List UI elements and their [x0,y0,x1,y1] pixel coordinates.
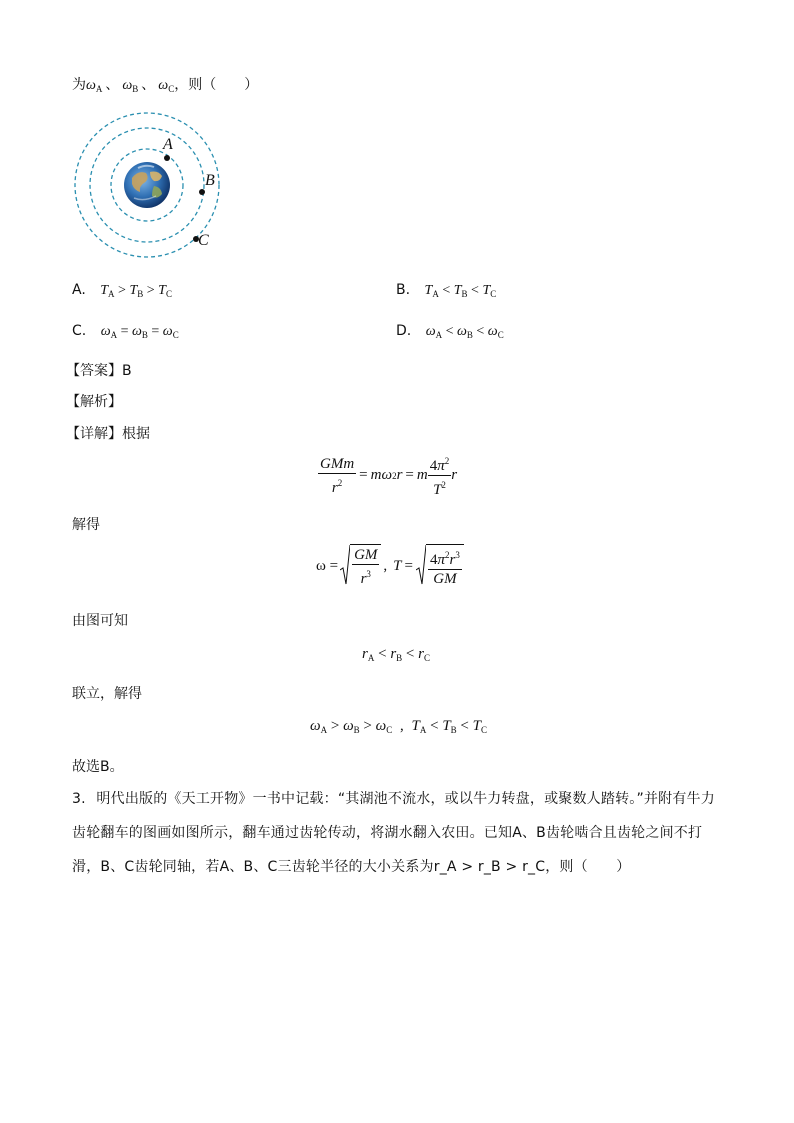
option-c-body: $\omega_A = \omega_B = \omega_C$ [100,324,179,340]
earth-icon [124,162,170,208]
option-c [72,323,179,340]
solve-label: 解得 [72,517,100,533]
label-a: A [163,136,173,153]
intro-suffix: ，则（ ） [174,77,259,93]
omega-c: $\omega_C$ [158,78,175,94]
detail-text: 根据 [122,426,150,442]
equation-gravity: $\frac{\text{GMm}}{r^2}$ = mω 2 r = m $\frac{4\pi^2}{T^2}$ r [318,452,457,499]
analysis-label: 【解析】 [66,394,122,410]
question3-number: 3. [72,791,86,807]
option-b-body: $T_A < T_B < T_C$ [424,283,497,299]
option-d-body: $\omega_A < \omega_B < \omega_C$ [425,324,504,340]
question3-line3: 滑，B、C齿轮同轴，若A、B、C三齿轮半径的大小关系为r_A > r_B > r_C，则（ ） [72,859,631,875]
question3-line1 [72,788,715,808]
point-a [164,155,170,161]
omega-a: $\omega_A$ [86,78,103,94]
question3-line1-text: 明代出版的《天工开物》一书中记载：“其湖池不流水，或以牛力转盘，或聚数人踏转。”并附有牛力 [96,791,715,807]
option-d [396,323,504,340]
choose-label: 故选B。 [72,759,124,775]
combine-label: 联立，解得 [72,686,142,702]
intro-line: 为$\omega_A$ 、 $\omega_B$ 、 $\omega_C$，则（ ） [72,77,259,94]
option-b [396,282,496,299]
omega-b: $\omega_B$ [122,78,139,94]
detail-label: 【详解】 [66,426,122,442]
intro-prefix: 为 [72,77,86,93]
option-d-letter: D. [396,323,412,339]
question3-line2: 齿轮翻车的图画如图所示，翻车通过齿轮传动，将湖水翻入农田。已知A、B齿轮啮合且齿轮之间不打 [72,825,703,841]
equation-result: $\omega_A > \omega_B > \omega_C$ , $T_A < T_B < T_C$ [310,718,487,735]
label-c: C [198,232,209,249]
answer-label: 【答案】B [66,363,132,379]
option-c-letter: C. [72,323,87,339]
option-b-letter: B. [396,282,411,298]
label-b: B [205,172,215,189]
equation-solutions: ω = $\frac{GM}{r^3}$ , T = $\frac{4\pi^2r^3}{GM}$ [316,544,464,588]
detail-line [66,423,150,443]
option-a-letter: A. [72,282,86,298]
equation-radius-order: $r_A < r_B < r_C$ [362,646,430,663]
from-figure-label: 由图可知 [72,613,128,629]
option-a-body: $T_A > T_B > T_C$ [100,283,172,299]
option-a [72,282,172,299]
